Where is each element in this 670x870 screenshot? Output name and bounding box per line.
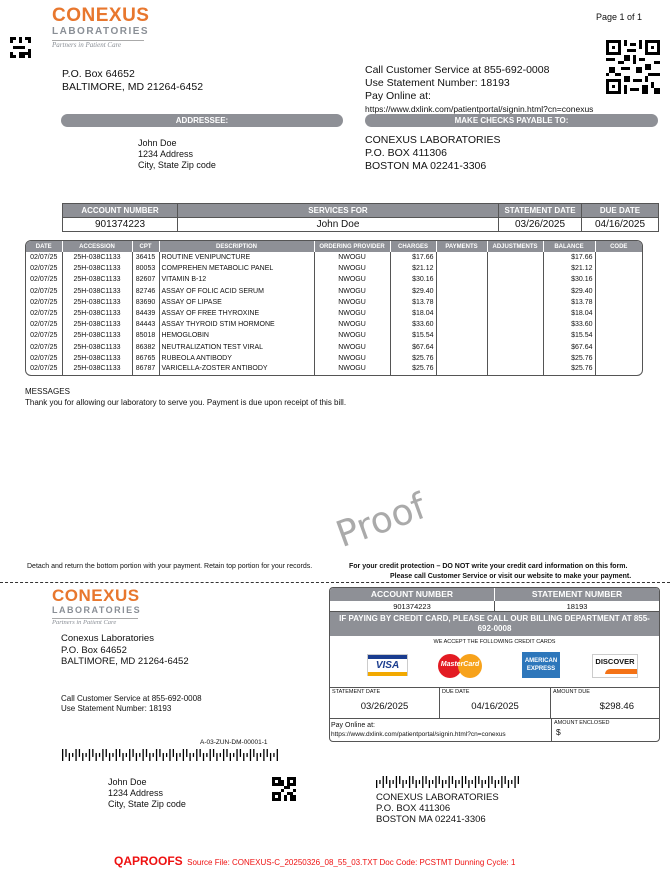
stub-payee-name: CONEXUS LABORATORIES (376, 792, 499, 803)
contact-info (365, 64, 593, 116)
cell-code (595, 342, 642, 353)
cell-cpt: 84439 (132, 308, 159, 319)
stub-addressee-name: John Doe (108, 777, 147, 787)
stub-statement-date-label: STATEMENT DATE (332, 689, 381, 695)
cell-payments (436, 342, 487, 353)
cell-balance: $13.78 (543, 297, 595, 308)
cell-payments (436, 263, 487, 274)
proof-watermark: Proof (330, 486, 432, 556)
cell-accession: 25H-038C1133 (62, 353, 132, 364)
cell-cpt: 85018 (132, 330, 159, 341)
cell-ordering-provider: NWOGU (314, 353, 390, 364)
stub-logo-sub: LABORATORIES (52, 605, 142, 615)
cell-description: ASSAY OF FOLIC ACID SERUM (159, 286, 314, 297)
cell-cpt: 82607 (132, 274, 159, 285)
payment-box (329, 587, 660, 742)
cell-description: ASSAY OF FREE THYROXINE (159, 308, 314, 319)
cell-balance: $21.12 (543, 263, 595, 274)
cell-charges: $67.64 (390, 342, 436, 353)
credit-warning-2: Please call Customer Service or visit our website to make your payment. (390, 573, 632, 580)
cell-date: 02/07/25 (26, 252, 62, 263)
cell-charges: $30.16 (390, 274, 436, 285)
cell-description: COMPREHEN METABOLIC PANEL (159, 263, 314, 274)
cell-description: HEMOGLOBIN (159, 330, 314, 341)
cell-adjustments (487, 252, 543, 263)
stub-pay-online-url[interactable]: https://www.dxlink.com/patientportal/signin.html?cn=conexus (331, 731, 506, 738)
due-date: 04/16/2025 (582, 218, 659, 232)
cell-code (595, 297, 642, 308)
payee-block (365, 134, 501, 173)
stub-address (61, 633, 189, 668)
pay-online-url[interactable]: https://www.dxlink.com/patientportal/signin.html?cn=conexus (365, 104, 594, 114)
message-text: Thank you for allowing our laboratory to serve you. Payment is due upon receipt of this bill. (25, 398, 347, 407)
remit-line1: P.O. Box 64652 (62, 68, 135, 80)
cell-accession: 25H-038C1133 (62, 297, 132, 308)
visa-text: VISA (375, 660, 400, 671)
company-logo (52, 6, 149, 50)
cell-code (595, 353, 642, 364)
cell-code (595, 286, 642, 297)
postal-barcode-icon (62, 749, 280, 761)
cell-ordering-provider: NWOGU (314, 342, 390, 353)
stub-due-date: 04/16/2025 (471, 701, 519, 712)
account-number-header: ACCOUNT NUMBER (63, 204, 178, 218)
stub-addressee (108, 777, 186, 810)
cell-accession: 25H-038C1133 (62, 342, 132, 353)
cell-ordering-provider: NWOGU (314, 252, 390, 263)
cell-ordering-provider: NWOGU (314, 263, 390, 274)
table-row (26, 263, 642, 274)
cell-adjustments (487, 297, 543, 308)
table-row (26, 319, 642, 330)
cell-description: ASSAY THYROID STIM HORMONE (159, 319, 314, 330)
cell-adjustments (487, 286, 543, 297)
statement-date: 03/26/2025 (499, 218, 582, 232)
cell-date: 02/07/25 (26, 308, 62, 319)
cell-adjustments (487, 274, 543, 285)
cell-code (595, 364, 642, 375)
col-header-balance: BALANCE (543, 241, 595, 252)
cell-description: NEUTRALIZATION TEST VIRAL (159, 342, 314, 353)
qaproofs-label: QAPROOFS (114, 854, 183, 868)
cell-adjustments (487, 263, 543, 274)
stub-qr-code-icon (272, 777, 296, 801)
cell-charges: $29.40 (390, 286, 436, 297)
cell-balance: $25.76 (543, 353, 595, 364)
cell-charges: $15.54 (390, 330, 436, 341)
stub-account-number: 901374223 (330, 601, 495, 611)
cell-description: VARICELLA-ZOSTER ANTIBODY (159, 364, 314, 375)
amex-text-2: EXPRESS (526, 666, 556, 672)
payee-city: BOSTON MA 02241-3306 (365, 160, 487, 172)
cell-code (595, 319, 642, 330)
cell-ordering-provider: NWOGU (314, 308, 390, 319)
discover-card-icon (592, 654, 638, 678)
small-qr-code-icon (10, 37, 31, 58)
cell-payments (436, 353, 487, 364)
postal-barcode-2-icon (376, 776, 521, 788)
table-row (26, 274, 642, 285)
cell-description: ROUTINE VENIPUNCTURE (159, 252, 314, 263)
addressee-header: ADDRESSEE: (61, 114, 343, 127)
addressee-name: John Doe (138, 138, 177, 148)
cell-description: RUBEOLA ANTIBODY (159, 353, 314, 364)
stub-line1: P.O. Box 64652 (61, 644, 127, 656)
detach-note: Detach and return the bottom portion with your payment. Retain top portion for your records. (27, 563, 313, 570)
cell-description: ASSAY OF LIPASE (159, 297, 314, 308)
stub-payee-city: BOSTON MA 02241-3306 (376, 814, 486, 825)
table-row (26, 308, 642, 319)
cell-charges: $21.12 (390, 263, 436, 274)
stub-payee (376, 792, 499, 825)
cell-payments (436, 319, 487, 330)
account-summary-table (62, 203, 659, 232)
cell-date: 02/07/25 (26, 353, 62, 364)
mastercard-text: MasterCard (440, 661, 480, 668)
cell-cpt: 86382 (132, 342, 159, 353)
statement-number-text: Use Statement Number: 18193 (365, 77, 510, 89)
services-for: John Doe (178, 218, 499, 232)
amount-enclosed-field[interactable] (551, 719, 660, 742)
cell-date: 02/07/25 (26, 342, 62, 353)
logo-tagline: Partners in Patient Care (52, 41, 122, 49)
col-header-cpt: CPT (132, 241, 159, 252)
addressee-city: City, State Zip code (138, 160, 216, 170)
mastercard-icon (436, 654, 484, 678)
stub-addressee-address: 1234 Address (108, 788, 164, 798)
table-row (26, 286, 642, 297)
cell-accession: 25H-038C1133 (62, 263, 132, 274)
cell-cpt: 84443 (132, 319, 159, 330)
cell-code (595, 252, 642, 263)
stub-company: Conexus Laboratories (61, 633, 154, 644)
cell-adjustments (487, 353, 543, 364)
due-date-header: DUE DATE (582, 204, 659, 218)
cell-balance: $29.40 (543, 286, 595, 297)
stub-call: Call Customer Service at 855-692-0008 (61, 694, 202, 703)
services-table (25, 240, 643, 376)
cell-date: 02/07/25 (26, 364, 62, 375)
stub-line2: BALTIMORE, MD 21264-6452 (61, 656, 189, 667)
stub-statement-date: 03/26/2025 (360, 701, 409, 712)
addressee-block (138, 138, 216, 171)
col-header-date: DATE (26, 241, 62, 252)
statement-date-header: STATEMENT DATE (499, 204, 582, 218)
col-header-adjustments: ADJUSTMENTS (487, 241, 543, 252)
cell-cpt: 86765 (132, 353, 159, 364)
remit-line2: BALTIMORE, MD 21264-6452 (62, 81, 204, 93)
cell-cpt: 86787 (132, 364, 159, 375)
col-header-ordering-provider: ORDERING PROVIDER (314, 241, 390, 252)
stub-pay-online-label: Pay Online at: (331, 722, 375, 729)
tear-line (0, 582, 670, 583)
col-header-payments: PAYMENTS (436, 241, 487, 252)
table-row (26, 252, 642, 263)
cell-cpt: 82746 (132, 286, 159, 297)
cell-ordering-provider: NWOGU (314, 330, 390, 341)
cell-date: 02/07/25 (26, 297, 62, 308)
cell-balance: $25.76 (543, 364, 595, 375)
cell-accession: 25H-038C1133 (62, 308, 132, 319)
stub-logo-name: CONEXUS (52, 586, 140, 605)
cell-accession: 25H-038C1133 (62, 252, 132, 263)
stub-logo (52, 587, 141, 627)
cell-balance: $18.04 (543, 308, 595, 319)
remit-address (62, 68, 203, 94)
pay-online-label: Pay Online at: (365, 90, 431, 102)
stub-statement-header: STATEMENT NUMBER (531, 589, 623, 599)
cell-balance: $17.66 (543, 252, 595, 263)
amount-enclosed-dollar: $ (556, 727, 561, 737)
addressee-address: 1234 Address (138, 149, 194, 159)
cell-date: 02/07/25 (26, 286, 62, 297)
cell-accession: 25H-038C1133 (62, 364, 132, 375)
cell-charges: $25.76 (390, 364, 436, 375)
cell-payments (436, 330, 487, 341)
stub-account-header: ACCOUNT NUMBER (330, 588, 495, 601)
cell-date: 02/07/25 (26, 330, 62, 341)
cell-code (595, 263, 642, 274)
credit-warning: For your credit protection – DO NOT write your credit card information on this form. (349, 563, 628, 570)
cell-accession: 25H-038C1133 (62, 330, 132, 341)
col-header-description: DESCRIPTION (159, 241, 314, 252)
stub-payee-box: P.O. BOX 411306 (376, 803, 451, 814)
discover-text: DISCOVER (595, 657, 635, 666)
amount-due: $298.46 (599, 701, 634, 712)
cell-ordering-provider: NWOGU (314, 319, 390, 330)
cell-ordering-provider: NWOGU (314, 286, 390, 297)
cell-payments (436, 252, 487, 263)
qaproofs-footer (114, 852, 515, 870)
cell-accession: 25H-038C1133 (62, 286, 132, 297)
stub-statement-number: 18193 (566, 602, 588, 611)
cell-accession: 25H-038C1133 (62, 274, 132, 285)
cell-code (595, 308, 642, 319)
cell-charges: $33.60 (390, 319, 436, 330)
cell-adjustments (487, 364, 543, 375)
payee-box: P.O. BOX 411306 (365, 147, 447, 159)
cell-charges: $17.66 (390, 252, 436, 263)
cell-balance: $67.64 (543, 342, 595, 353)
cell-balance: $33.60 (543, 319, 595, 330)
cell-adjustments (487, 330, 543, 341)
stub-contact (61, 694, 202, 714)
stub-addressee-city: City, State Zip code (108, 799, 186, 809)
cell-date: 02/07/25 (26, 263, 62, 274)
stub-pay-online (330, 721, 506, 739)
amount-due-label: AMOUNT DUE (553, 689, 590, 695)
cell-charges: $18.04 (390, 308, 436, 319)
stub-due-date-label: DUE DATE (442, 689, 470, 695)
source-file-text: Source File: CONEXUS-C_20250326_08_55_03.TXT Doc Code: PCSTMT Dunning Cycle: 1 (187, 858, 516, 867)
call-text: Call Customer Service at 855-692-0008 (365, 64, 550, 76)
cell-adjustments (487, 319, 543, 330)
qr-code-icon (606, 40, 660, 94)
cell-balance: $30.16 (543, 274, 595, 285)
amount-enclosed-label: AMOUNT ENCLOSED (554, 720, 610, 726)
table-row (26, 364, 642, 375)
accept-cards-label: WE ACCEPT THE FOLLOWING CREDIT CARDS (433, 639, 556, 645)
cell-payments (436, 286, 487, 297)
page-number: Page 1 of 1 (596, 12, 643, 22)
cell-balance: $15.54 (543, 330, 595, 341)
credit-card-banner: IF PAYING BY CREDIT CARD, PLEASE CALL OUR BILLING DEPARTMENT AT 855-692-0008 (330, 612, 659, 636)
table-row (26, 353, 642, 364)
messages-label: MESSAGES (25, 387, 70, 396)
stub-logo-tagline: Partners in Patient Care (52, 619, 117, 626)
cell-date: 02/07/25 (26, 274, 62, 285)
payee-name: CONEXUS LABORATORIES (365, 134, 501, 146)
cell-date: 02/07/25 (26, 319, 62, 330)
visa-card-icon (367, 654, 408, 676)
cell-description: VITAMIN B-12 (159, 274, 314, 285)
table-row (26, 297, 642, 308)
cell-payments (436, 274, 487, 285)
services-for-header: SERVICES FOR (178, 204, 499, 218)
cell-ordering-provider: NWOGU (314, 274, 390, 285)
barcode-id: A-03-ZUN-DM-00001-1 (200, 739, 268, 746)
cell-code (595, 274, 642, 285)
table-row (26, 330, 642, 341)
cell-ordering-provider: NWOGU (314, 297, 390, 308)
cell-code (595, 330, 642, 341)
amex-text-1: AMERICAN (524, 658, 558, 664)
stub-statement: Use Statement Number: 18193 (61, 704, 172, 713)
cell-payments (436, 297, 487, 308)
cell-cpt: 80053 (132, 263, 159, 274)
cell-cpt: 36415 (132, 252, 159, 263)
logo-sub: LABORATORIES (52, 26, 150, 37)
col-header-charges: CHARGES (390, 241, 436, 252)
cell-adjustments (487, 342, 543, 353)
cell-payments (436, 364, 487, 375)
cell-charges: $13.78 (390, 297, 436, 308)
cell-adjustments (487, 308, 543, 319)
cell-payments (436, 308, 487, 319)
cell-cpt: 83690 (132, 297, 159, 308)
col-header-code: CODE (595, 241, 642, 252)
cell-ordering-provider: NWOGU (314, 364, 390, 375)
cell-accession: 25H-038C1133 (62, 319, 132, 330)
amex-card-icon (522, 652, 560, 678)
account-number: 901374223 (63, 218, 178, 232)
table-row (26, 342, 642, 353)
logo-name: CONEXUS (52, 5, 150, 26)
col-header-accession: ACCESSION (62, 241, 132, 252)
cell-charges: $25.76 (390, 353, 436, 364)
checks-payable-header: MAKE CHECKS PAYABLE TO: (365, 114, 658, 127)
